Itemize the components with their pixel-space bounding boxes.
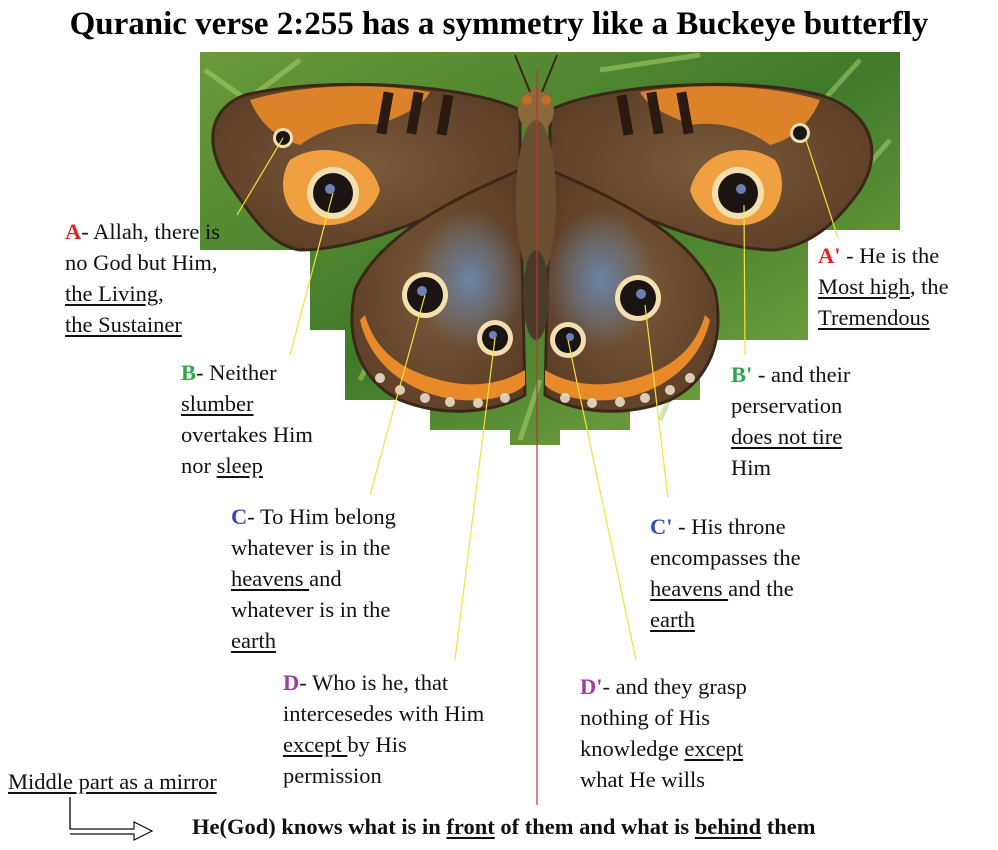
bottom-part1: He(God) knows what is in — [192, 814, 447, 839]
label-a-prime — [818, 240, 949, 333]
label-d-line1: Who is he, that — [311, 670, 449, 695]
label-b-letter: B — [181, 360, 197, 385]
label-c-letter: C — [231, 504, 248, 529]
label-d-prime — [580, 671, 747, 795]
label-c-prime-line3a: heavens — [650, 576, 729, 601]
bottom-part2: front — [446, 814, 495, 839]
bottom-part3: of them and what is — [494, 814, 695, 839]
label-d-line3b: by His — [347, 732, 407, 757]
label-b — [181, 357, 313, 481]
label-d-sep: - — [299, 670, 312, 695]
label-d-letter: D — [283, 670, 300, 695]
label-b-prime-line3: does not tire — [731, 424, 843, 449]
label-b-sep: - — [196, 360, 210, 385]
label-d-prime-line2: nothing of His — [580, 705, 711, 730]
label-c-line3a: heavens — [231, 566, 310, 591]
label-a-line3: the Living — [65, 281, 159, 306]
label-c-prime-line1: His throne — [691, 514, 786, 539]
label-b-prime — [731, 359, 850, 483]
label-a — [65, 216, 220, 340]
label-c-prime-sep: - — [672, 514, 692, 539]
label-b-line4a: nor — [181, 453, 217, 478]
label-b-prime-letter: B' — [731, 362, 753, 387]
label-d-line4: permission — [283, 763, 382, 788]
label-c-prime-line2: encompasses the — [650, 545, 801, 570]
bottom-part4: behind — [694, 814, 762, 839]
label-a-line1: Allah, there is — [93, 219, 220, 244]
label-c-prime-line4: earth — [650, 607, 695, 632]
label-d-prime-line4: what He wills — [580, 767, 705, 792]
label-a-line3b: , — [158, 281, 164, 306]
label-a-prime-line2a: Most high — [818, 274, 910, 299]
label-b-prime-line1: and their — [771, 362, 851, 387]
label-d-prime-line3b: except — [684, 736, 744, 761]
mirror-note: Middle part as a mirror — [8, 769, 217, 794]
label-a-prime-line3: Tremendous — [818, 305, 930, 330]
label-d-line2: intercesedes with Him — [283, 701, 485, 726]
label-d-line3a: except — [283, 732, 348, 757]
label-a-prime-sep: - — [840, 243, 860, 268]
label-c-line5: earth — [231, 628, 276, 653]
label-a-prime-line2b: , the — [909, 274, 949, 299]
label-c-prime-line3b: and the — [728, 576, 794, 601]
label-c-sep: - — [247, 504, 260, 529]
label-b-prime-sep: - — [752, 362, 772, 387]
label-a-sep: - — [81, 219, 94, 244]
label-c-prime — [650, 511, 801, 635]
label-a-line4: the Sustainer — [65, 312, 182, 337]
label-b-prime-line4: Him — [731, 455, 772, 480]
label-a-prime-line1: He is the — [859, 243, 940, 268]
label-b-line4b: sleep — [216, 453, 263, 478]
label-d-prime-letter: D' — [580, 674, 603, 699]
label-a-prime-letter: A' — [818, 243, 841, 268]
label-b-line1: Neither — [209, 360, 277, 385]
label-c-line2: whatever is in the — [231, 535, 391, 560]
label-a-line2: no God but Him, — [65, 250, 218, 275]
label-d-prime-line1: and they grasp — [615, 674, 747, 699]
bottom-sentence — [192, 814, 815, 840]
label-c-line1: To Him belong — [259, 504, 396, 529]
label-b-line2: slumber — [181, 391, 254, 416]
label-b-line3: overtakes Him — [181, 422, 313, 447]
label-d-prime-sep: - — [602, 674, 616, 699]
label-c-prime-letter: C' — [650, 514, 673, 539]
page-title: Quranic verse 2:255 has a symmetry like a Buckeye butterfly — [69, 6, 929, 42]
label-c — [231, 501, 396, 656]
label-c-line4: whatever is in the — [231, 597, 391, 622]
label-d — [283, 667, 484, 791]
label-b-prime-line2: perservation — [731, 393, 843, 418]
label-c-line3b: and — [309, 566, 342, 591]
label-a-letter: A — [65, 219, 82, 244]
bottom-part5: them — [761, 814, 816, 839]
label-d-prime-line3a: knowledge — [580, 736, 685, 761]
